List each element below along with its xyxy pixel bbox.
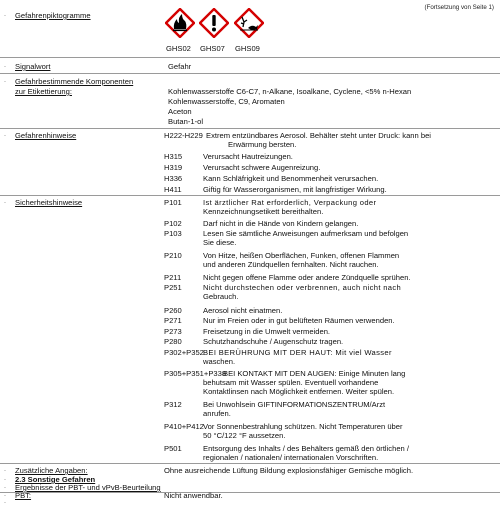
precaution-code: P210 [164, 251, 182, 260]
signal-word-label: Signalwort [15, 62, 51, 71]
hazard-code: H315 [164, 152, 183, 161]
additional-info-label: Zusätzliche Angaben: [15, 466, 88, 475]
bullet: · [4, 13, 6, 19]
hazard-text: Extrem entzündbares Aerosol. Behälter steht unter Druck: kann bei [206, 131, 431, 140]
precaution-code: P211 [164, 273, 182, 282]
precaution-text: Bei Unwohlsein GIFTINFORMATIONSZENTRUM/Arzt [203, 400, 386, 409]
flame-icon [165, 8, 195, 38]
precaution-text: Lesen Sie sämtliche Anweisungen aufmerksam und befolgen [203, 229, 409, 238]
precaution-text: und anderen Zündquellen fernhalten. Nicht rauchen. [203, 260, 379, 269]
precaution-text: behutsam mit Wasser spülen. Eventuell vorhandene [203, 378, 379, 387]
divider [0, 57, 500, 58]
precaution-text: BEI KONTAKT MIT DEN AUGEN: Einige Minuten lang [223, 369, 406, 378]
precaution-code: P302+P352 [164, 348, 204, 357]
precaution-text: BEI BERÜHRUNG MIT DER HAUT: Mit viel Wasser [203, 348, 392, 357]
precaution-code: P280 [164, 337, 182, 346]
precaution-code: P101 [164, 198, 182, 207]
components-label-2: zur Etikettierung: [15, 87, 72, 96]
precaution-code: P271 [164, 316, 182, 325]
hazard-text: Verursacht Hautreizungen. [203, 152, 293, 161]
exclamation-icon [199, 8, 229, 38]
precaution-code: P312 [164, 400, 182, 409]
divider [0, 73, 500, 74]
additional-info-value: Ohne ausreichende Lüftung Bildung explosionsfähiger Gemische möglich. [164, 466, 414, 475]
precaution-code: P102 [164, 219, 182, 228]
precaution-statements-label: Sicherheitshinweise [15, 198, 83, 207]
bullet: · [4, 477, 6, 483]
precaution-text: Darf nicht in die Hände von Kindern gelangen. [203, 219, 359, 228]
bullet: · [4, 79, 6, 85]
hazard-text: Verursacht schwere Augenreizung. [203, 163, 321, 172]
pbt-value: Nicht anwendbar. [164, 491, 223, 500]
section-title: 2.3 Sonstige Gefahren [15, 475, 96, 484]
precaution-text: Aerosol nicht einatmen. [203, 306, 283, 315]
precaution-text: regionalen / nationalen/ internationalen Vorschriften. [203, 453, 379, 462]
bullet: · [4, 468, 6, 474]
bullet: · [4, 133, 6, 139]
pbt-label: PBT: [15, 491, 32, 500]
bullet: · [4, 64, 6, 70]
precaution-text: Nur im Freien oder in gut belüfteten Räumen verwenden. [203, 316, 395, 325]
divider [0, 492, 500, 493]
precaution-text: Entsorgung des Inhalts / des Behälters gemäß den örtlichen / [203, 444, 409, 453]
precaution-text: 50 °C/122 °F aussetzen. [203, 431, 286, 440]
hazard-code: H336 [164, 174, 183, 183]
continuation-note: (Fortsetzung von Seite 1) [424, 4, 494, 11]
precaution-text: Kontaktlinsen nach Möglichkeit entfernen. Weiter spülen. [203, 387, 395, 396]
hazard-text: Kann Schläfrigkeit und Benommenheit verursachen. [203, 174, 379, 183]
precaution-text: Nicht durchstechen oder verbrennen, auch nicht nach [203, 283, 402, 292]
precaution-text: Schutzhandschuhe / Augenschutz tragen. [203, 337, 344, 346]
precaution-code: P260 [164, 306, 182, 315]
hazard-text: Erwärmung bersten. [228, 140, 297, 149]
signal-word-value: Gefahr [168, 62, 192, 71]
pictogram-code: GHS09 [235, 44, 260, 53]
hazard-statements-label: Gefahrenhinweise [15, 131, 77, 140]
component-line: Butan-1-ol [168, 117, 204, 126]
precaution-text: Freisetzung in die Umwelt vermeiden. [203, 327, 331, 336]
components-label: Gefahrbestimmende Komponenten [15, 77, 134, 86]
divider [0, 128, 500, 129]
divider [0, 463, 500, 464]
precaution-code: P273 [164, 327, 182, 336]
precaution-code: P501 [164, 444, 182, 453]
bullet: · [4, 493, 6, 499]
hazard-text: Giftig für Wasserorganismen, mit langfristiger Wirkung. [203, 185, 387, 194]
precaution-code: P103 [164, 229, 182, 238]
hazard-code: H222-H229 [164, 131, 203, 140]
pictogram-code: GHS02 [166, 44, 191, 53]
precaution-text: Ist ärztlicher Rat erforderlich, Verpackung oder [203, 198, 377, 207]
precaution-text: Nicht gegen offene Flamme oder andere Zündquelle sprühen. [203, 273, 411, 282]
precaution-text: Kennzeichnungsetikett bereithalten. [203, 207, 324, 216]
divider [0, 195, 500, 196]
component-line: Kohlenwasserstoffe C6-C7, n-Alkane, Isoalkane, Cyclene, <5% n-Hexan [168, 87, 412, 96]
precaution-text: Sie diese. [203, 238, 237, 247]
bullet: · [4, 485, 6, 491]
environment-icon [234, 8, 264, 38]
hazard-code: H319 [164, 163, 183, 172]
bullet: · [4, 500, 6, 506]
pictograms-label: Gefahrenpiktogramme [15, 11, 91, 20]
precaution-text: Gebrauch. [203, 292, 239, 301]
pbt-results-label: Ergebnisse der PBT- und vPvB-Beurteilung [15, 483, 161, 492]
hazard-code: H411 [164, 185, 182, 194]
pictogram-code: GHS07 [200, 44, 225, 53]
component-line: Kohlenwasserstoffe, C9, Aromaten [168, 97, 285, 106]
precaution-code: P251 [164, 283, 182, 292]
precaution-text: waschen. [203, 357, 236, 366]
precaution-code: P305+P351+P338 [164, 369, 227, 378]
component-line: Aceton [168, 107, 192, 116]
precaution-text: anrufen. [203, 409, 231, 418]
precaution-code: P410+P412 [164, 422, 204, 431]
precaution-text: Vor Sonnenbestrahlung schützen. Nicht Temperaturen über [203, 422, 403, 431]
precaution-text: Von Hitze, heißen Oberflächen, Funken, offenen Flammen [203, 251, 400, 260]
bullet: · [4, 200, 6, 206]
